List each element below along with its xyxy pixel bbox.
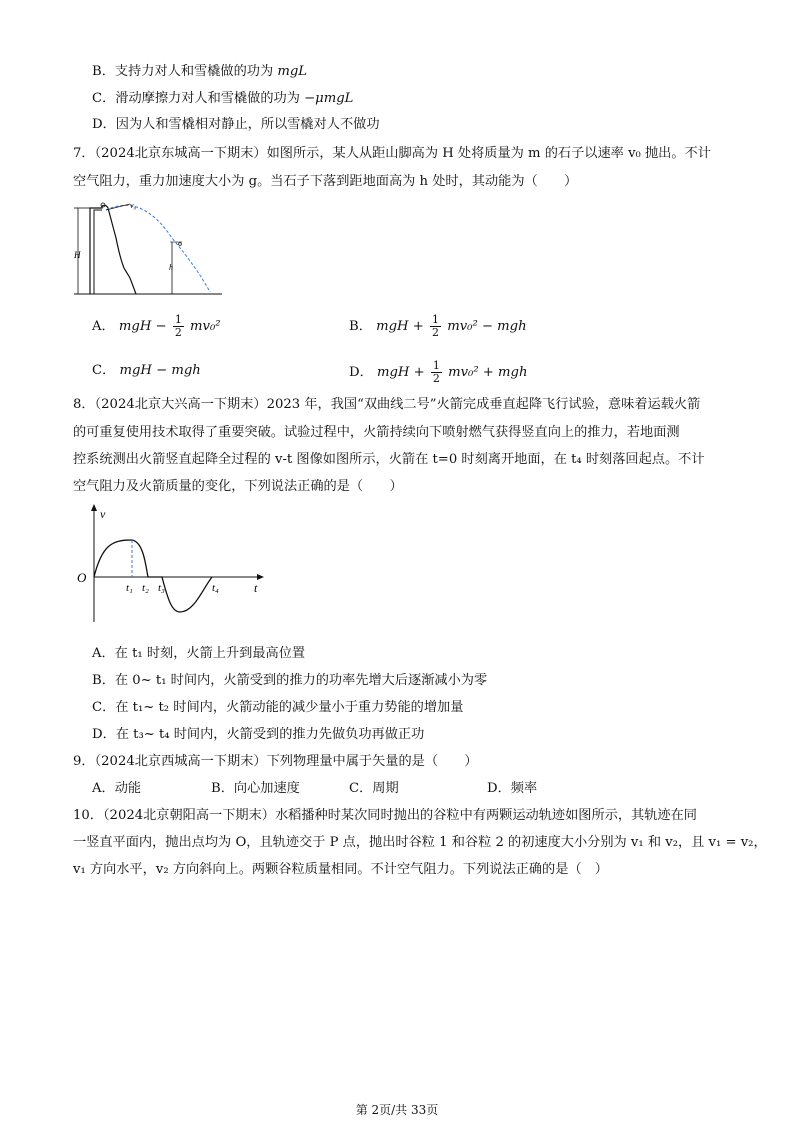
q10-stem-line3: v₁ 方向水平，v₂ 方向斜向上。两颗谷粒质量相同。不计空气阻力。下列说法正确的是（ ） [73,862,608,877]
q9-option-b: B．向心加速度 [211,781,300,796]
q8-vt-graph [72,500,272,630]
q10-stem-line2: 一竖直平面内，抛出点均为 O，且轨迹交于 P 点，抛出时谷粒 1 和谷粒 2 的初速度大小分别为 v₁ 和 v₂，且 v₁ = v₂， [73,835,767,850]
q8-t3-label: t₃ [158,582,165,594]
q8-stem-line3: 控系统测出火箭竖直起降全过程的 v-t 图像如图所示，火箭在 t=0 时刻离开地面，在 t₄ 时刻落回起点。不计 [73,452,705,467]
q8-stem-line4: 空气阻力及火箭质量的变化，下列说法正确的是（ ） [73,479,403,494]
q6-option-c-expr: −μmgL [304,91,354,106]
q8-option-b: B．在 0~ t₁ 时间内，火箭受到的推力的功率先增大后逐渐减小为零 [92,673,488,688]
q8-t2-label: t₂ [142,582,149,594]
q6-option-b-expr: mgL [277,64,308,79]
q8-option-c: C．在 t₁~ t₂ 时间内，火箭动能的减少量小于重力势能的增加量 [92,700,464,715]
q7-fig-H-label: H [74,250,81,260]
q8-stem-line2: 的可重复使用技术取得了重要突破。试验过程中，火箭持续向下喷射燃气获得竖直向上的推力，若地面测 [73,425,680,440]
q6-option-c: C．滑动摩擦力对人和雪橇做的功为 −μmgL [92,91,354,106]
q8-t1-label: t₁ [126,582,133,594]
q7-stem-line1: 7．（2024北京东城高一下期末）如图所示，某人从距山脚高为 H 处将质量为 m 的石子以速率 v₀ 抛出。不计 [73,146,711,161]
q7-fig-v0-label: v₀ [130,201,137,210]
q8-axis-t-label: t [254,581,258,595]
q7-figure [72,198,232,298]
q7-option-c: C． mgH − mgh [92,363,201,378]
q9-option-d: D．频率 [487,781,538,796]
q7-option-a: A． mgH − $\frac{1}{2}$ mv₀² [92,313,221,339]
q7-stem-line2: 空气阻力，重力加速度大小为 g。当石子下落到距地面高为 h 处时，其动能为（ ） [73,174,578,189]
q8-option-a: A．在 t₁ 时刻，火箭上升到最高位置 [92,646,306,661]
q8-option-d: D．在 t₃~ t₄ 时间内，火箭受到的推力先做负功再做正功 [92,727,425,742]
q7-option-d: D． mgH + $\frac{1}{2}$ mv₀² + mgh [349,359,528,385]
q8-stem-line1: 8．（2024北京大兴高一下期末）2023 年，我国“双曲线二号”火箭完成垂直起降飞行试验，意味着运载火箭 [73,397,701,412]
q8-t4-label: t₄ [212,582,219,594]
q9-option-a: A．动能 [92,781,142,796]
q9-stem: 9．（2024北京西城高一下期末）下列物理量中属于矢量的是（ ） [73,754,478,769]
q8-axis-v-label: v [100,507,106,521]
page-footer: 第 2页/共 33页 [355,1103,439,1117]
q10-stem-line1: 10．（2024北京朝阳高一下期末）水稻播种时某次同时抛出的谷粒中有两颗运动轨迹如图所示，其轨迹在同 [73,808,697,823]
q8-origin-label: O [77,570,87,585]
q6-option-b: B．支持力对人和雪橇做的功为 mgL [92,64,308,79]
q7-option-b: B． mgH + $\frac{1}{2}$ mv₀² − mgh [349,313,527,339]
q7-fig-h-label: h [169,263,173,272]
q6-option-d: D．因为人和雪橇相对静止，所以雪橇对人不做功 [92,117,380,132]
q9-option-c: C．周期 [349,781,399,796]
